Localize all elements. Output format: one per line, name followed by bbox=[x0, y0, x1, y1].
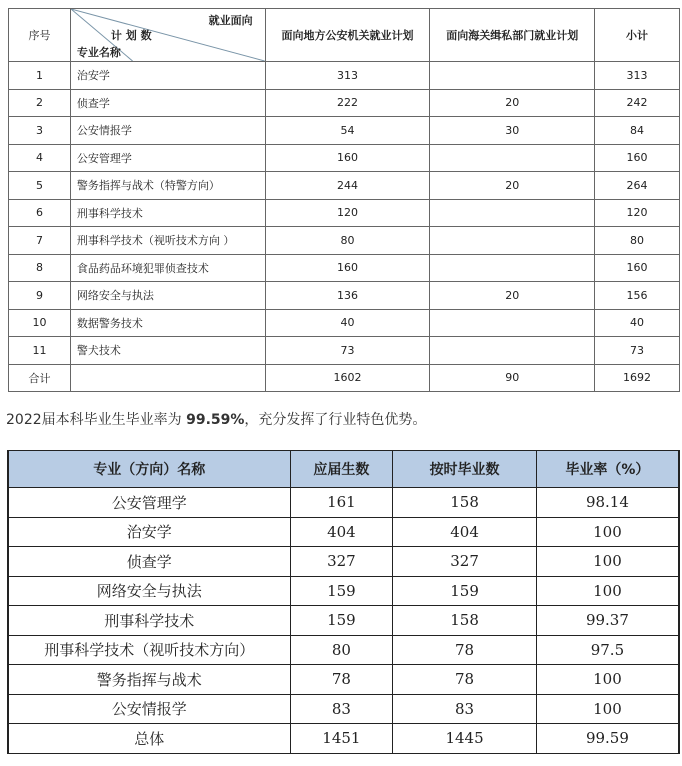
table-row bbox=[9, 227, 680, 255]
cell-seq: 9 bbox=[9, 282, 71, 310]
cell-subtotal: 160 bbox=[595, 254, 680, 282]
table-row bbox=[8, 665, 679, 695]
cell-local: 80 bbox=[265, 227, 430, 255]
table-cell: 刑事科学技术（视听技术方向） bbox=[8, 635, 290, 665]
table-cell: 161 bbox=[290, 488, 393, 518]
table-row bbox=[9, 254, 680, 282]
table-cell: 警务指挥与战术 bbox=[8, 665, 290, 695]
cell-customs bbox=[430, 62, 595, 90]
cell-local: 136 bbox=[265, 282, 430, 310]
employment-plan-table bbox=[8, 8, 680, 392]
intro-rate: 99.59% bbox=[186, 412, 245, 428]
cell-subtotal: 84 bbox=[595, 117, 680, 145]
cell-subtotal: 80 bbox=[595, 227, 680, 255]
table-row bbox=[8, 547, 679, 577]
table-row bbox=[9, 89, 680, 117]
table-cell: 99.37 bbox=[536, 606, 679, 636]
graduation-table bbox=[7, 450, 680, 754]
cell-customs: 20 bbox=[430, 282, 595, 310]
cell-name: 数据警务技术 bbox=[70, 309, 265, 337]
table-cell: 97.5 bbox=[536, 635, 679, 665]
total-customs: 90 bbox=[430, 364, 595, 392]
cell-name: 网络安全与执法 bbox=[70, 282, 265, 310]
cell-name: 治安学 bbox=[70, 62, 265, 90]
table-row bbox=[8, 694, 679, 724]
cell-customs: 20 bbox=[430, 89, 595, 117]
table-cell: 404 bbox=[393, 517, 537, 547]
cell-seq: 10 bbox=[9, 309, 71, 337]
table-header-row bbox=[8, 451, 679, 488]
table-cell: 100 bbox=[536, 517, 679, 547]
header-local: 面向地方公安机关就业计划 bbox=[265, 9, 430, 62]
table-cell: 100 bbox=[536, 576, 679, 606]
table-cell: 1451 bbox=[290, 724, 393, 754]
table-cell: 80 bbox=[290, 635, 393, 665]
table-cell: 公安情报学 bbox=[8, 694, 290, 724]
table-row bbox=[9, 309, 680, 337]
cell-customs: 30 bbox=[430, 117, 595, 145]
cell-subtotal: 73 bbox=[595, 337, 680, 365]
cell-local: 120 bbox=[265, 199, 430, 227]
total-seq: 合计 bbox=[9, 364, 71, 392]
cell-seq: 11 bbox=[9, 337, 71, 365]
cell-customs bbox=[430, 144, 595, 172]
table-cell: 78 bbox=[393, 665, 537, 695]
table-cell: 78 bbox=[290, 665, 393, 695]
table-row bbox=[9, 282, 680, 310]
table-cell: 159 bbox=[290, 576, 393, 606]
diag-mid-label: 计 划 数 bbox=[110, 29, 152, 42]
cell-local: 222 bbox=[265, 89, 430, 117]
cell-customs bbox=[430, 227, 595, 255]
cell-local: 160 bbox=[265, 254, 430, 282]
table-cell: 158 bbox=[393, 606, 537, 636]
table-row bbox=[9, 62, 680, 90]
column-header: 专业（方向）名称 bbox=[8, 451, 290, 488]
cell-local: 73 bbox=[265, 337, 430, 365]
cell-customs bbox=[430, 309, 595, 337]
cell-seq: 6 bbox=[9, 199, 71, 227]
cell-subtotal: 313 bbox=[595, 62, 680, 90]
cell-customs bbox=[430, 199, 595, 227]
cell-name: 刑事科学技术 bbox=[70, 199, 265, 227]
total-name bbox=[70, 364, 265, 392]
table-cell: 100 bbox=[536, 665, 679, 695]
table-cell: 100 bbox=[536, 547, 679, 577]
column-header: 毕业率（%） bbox=[536, 451, 679, 488]
intro-prefix: 2022届本科毕业生毕业率为 bbox=[6, 412, 187, 428]
table-cell: 99.59 bbox=[536, 724, 679, 754]
cell-seq: 4 bbox=[9, 144, 71, 172]
table-cell: 78 bbox=[393, 635, 537, 665]
table-row bbox=[8, 606, 679, 636]
cell-name: 警务指挥与战术（特警方向） bbox=[70, 172, 265, 200]
cell-local: 40 bbox=[265, 309, 430, 337]
cell-local: 54 bbox=[265, 117, 430, 145]
table-cell: 83 bbox=[393, 694, 537, 724]
table-cell: 98.14 bbox=[536, 488, 679, 518]
table-row bbox=[8, 576, 679, 606]
table-cell: 159 bbox=[393, 576, 537, 606]
table-cell: 158 bbox=[393, 488, 537, 518]
table-cell: 327 bbox=[393, 547, 537, 577]
table-header-row bbox=[9, 9, 680, 62]
table-cell: 网络安全与执法 bbox=[8, 576, 290, 606]
cell-subtotal: 40 bbox=[595, 309, 680, 337]
cell-customs bbox=[430, 254, 595, 282]
cell-customs: 20 bbox=[430, 172, 595, 200]
total-row bbox=[9, 364, 680, 392]
diag-top-label: 就业面向 bbox=[208, 14, 253, 27]
header-subtotal: 小计 bbox=[595, 9, 680, 62]
table-row bbox=[8, 635, 679, 665]
graduation-rate-text bbox=[6, 409, 426, 429]
table-cell: 公安管理学 bbox=[8, 488, 290, 518]
table-cell: 治安学 bbox=[8, 517, 290, 547]
table-row bbox=[8, 488, 679, 518]
cell-customs bbox=[430, 337, 595, 365]
diagonal-header-cell bbox=[70, 9, 265, 62]
cell-seq: 1 bbox=[9, 62, 71, 90]
cell-subtotal: 120 bbox=[595, 199, 680, 227]
cell-name: 食品药品环境犯罪侦查技术 bbox=[70, 254, 265, 282]
cell-name: 警犬技术 bbox=[70, 337, 265, 365]
cell-name: 公安情报学 bbox=[70, 117, 265, 145]
table-cell: 404 bbox=[290, 517, 393, 547]
table-cell: 总体 bbox=[8, 724, 290, 754]
cell-local: 313 bbox=[265, 62, 430, 90]
cell-seq: 2 bbox=[9, 89, 71, 117]
column-header: 应届生数 bbox=[290, 451, 393, 488]
cell-seq: 8 bbox=[9, 254, 71, 282]
column-header: 按时毕业数 bbox=[393, 451, 537, 488]
intro-suffix: ，充分发挥了行业特色优势。 bbox=[244, 412, 427, 428]
total-local: 1602 bbox=[265, 364, 430, 392]
table-cell: 侦查学 bbox=[8, 547, 290, 577]
table-cell: 83 bbox=[290, 694, 393, 724]
cell-local: 244 bbox=[265, 172, 430, 200]
table-cell: 刑事科学技术 bbox=[8, 606, 290, 636]
table-row bbox=[8, 517, 679, 547]
diag-bottom-label: 专业名称 bbox=[76, 46, 121, 59]
header-seq: 序号 bbox=[9, 9, 71, 62]
table-cell: 1445 bbox=[393, 724, 537, 754]
total-subtotal: 1692 bbox=[595, 364, 680, 392]
cell-local: 160 bbox=[265, 144, 430, 172]
table-row bbox=[8, 724, 679, 754]
table-cell: 100 bbox=[536, 694, 679, 724]
table-cell: 159 bbox=[290, 606, 393, 636]
cell-subtotal: 156 bbox=[595, 282, 680, 310]
table-row bbox=[9, 144, 680, 172]
cell-name: 侦查学 bbox=[70, 89, 265, 117]
table-row bbox=[9, 117, 680, 145]
cell-seq: 7 bbox=[9, 227, 71, 255]
table-row bbox=[9, 172, 680, 200]
cell-subtotal: 264 bbox=[595, 172, 680, 200]
header-customs: 面向海关缉私部门就业计划 bbox=[430, 9, 595, 62]
cell-subtotal: 160 bbox=[595, 144, 680, 172]
cell-subtotal: 242 bbox=[595, 89, 680, 117]
cell-name: 刑事科学技术（视听技术方向 ） bbox=[70, 227, 265, 255]
cell-seq: 3 bbox=[9, 117, 71, 145]
cell-seq: 5 bbox=[9, 172, 71, 200]
table-row bbox=[9, 337, 680, 365]
table-cell: 327 bbox=[290, 547, 393, 577]
cell-name: 公安管理学 bbox=[70, 144, 265, 172]
table-row bbox=[9, 199, 680, 227]
